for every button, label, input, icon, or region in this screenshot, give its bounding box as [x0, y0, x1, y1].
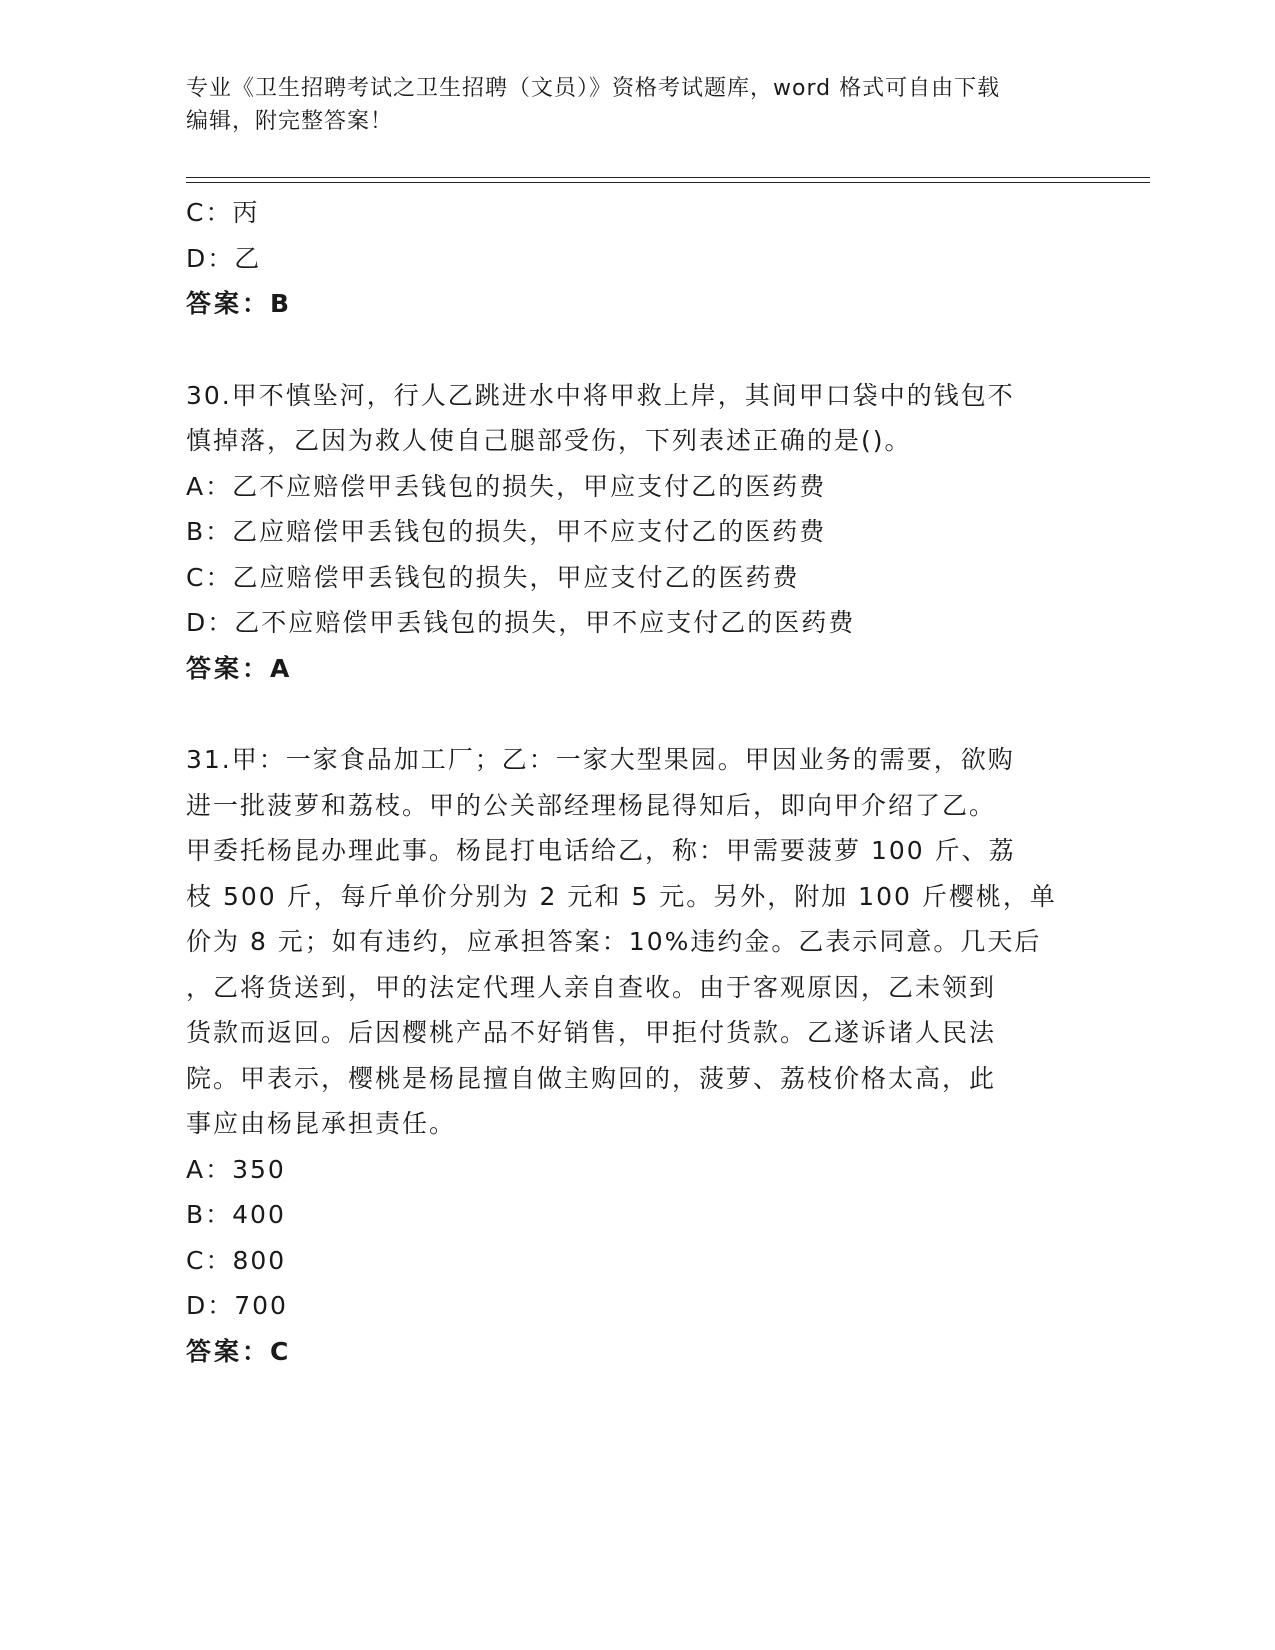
option-c: C：丙: [186, 198, 260, 227]
option-b: B：400: [186, 1200, 286, 1229]
option-b: B：乙应赔偿甲丢钱包的损失，甲不应支付乙的医药费: [186, 517, 827, 546]
stem-line: 事应由杨昆承担责任。: [186, 1109, 457, 1138]
answer-line: 答案：A: [186, 653, 293, 683]
stem-line: 进一批菠萝和荔枝。甲的公关部经理杨昆得知后，即向甲介绍了乙。: [186, 790, 997, 820]
question-stem: [186, 737, 1086, 1147]
header-line-2: 编辑，附完整答案！: [186, 109, 394, 134]
question-31: [186, 737, 1086, 1374]
header-rule-top: [186, 177, 1150, 178]
header-rule-bottom: [186, 182, 1150, 183]
option-d: D：乙: [186, 243, 262, 273]
prev-question: [186, 190, 1086, 327]
spacer: [186, 327, 1086, 373]
question-stem: [186, 373, 1086, 464]
option-d: D：700: [186, 1291, 288, 1320]
document-body: [186, 190, 1086, 1374]
stem-line: 30.甲不慎坠河，行人乙跳进水中将甲救上岸，其间甲口袋中的钱包不: [186, 380, 1015, 410]
document-header: [186, 72, 1086, 138]
answer-line: 答案：B: [186, 289, 293, 318]
answer-line: 答案：C: [186, 1336, 292, 1366]
stem-line: 院。甲表示，樱桃是杨昆擅自做主购回的，菠萝、荔枝价格太高，此: [186, 1063, 997, 1093]
option-c: C：乙应赔偿甲丢钱包的损失，甲应支付乙的医药费: [186, 562, 800, 592]
option-c: C：800: [186, 1245, 287, 1275]
option-d: D：乙不应赔偿甲丢钱包的损失，甲不应支付乙的医药费: [186, 608, 856, 637]
option-a: A：乙不应赔偿甲丢钱包的损失，甲应支付乙的医药费: [186, 471, 827, 501]
option-a: A：350: [186, 1154, 286, 1184]
question-30: [186, 373, 1086, 692]
stem-line: 货款而返回。后因樱桃产品不好销售，甲拒付货款。乙遂诉诸人民法: [186, 1018, 997, 1047]
stem-line: 甲委托杨昆办理此事。杨昆打电话给乙，称：甲需要菠萝 100 斤、荔: [186, 836, 1016, 865]
stem-line: 31.甲：一家食品加工厂；乙：一家大型果园。甲因业务的需要，欲购: [186, 745, 1015, 774]
spacer: [186, 691, 1086, 737]
stem-line: 慎掉落，乙因为救人使自己腿部受伤，下列表述正确的是()。: [186, 426, 912, 455]
stem-line: 枝 500 斤，每斤单价分别为 2 元和 5 元。另外，附加 100 斤樱桃，单: [186, 881, 1057, 911]
stem-line: ，乙将货送到，甲的法定代理人亲自查收。由于客观原因，乙未领到: [186, 972, 997, 1002]
stem-line: 价为 8 元；如有违约，应承担答案：10%违约金。乙表示同意。几天后: [186, 927, 1042, 956]
header-line-1: 专业《卫生招聘考试之卫生招聘（文员）》资格考试题库，word 格式可自由下载: [186, 76, 1001, 101]
